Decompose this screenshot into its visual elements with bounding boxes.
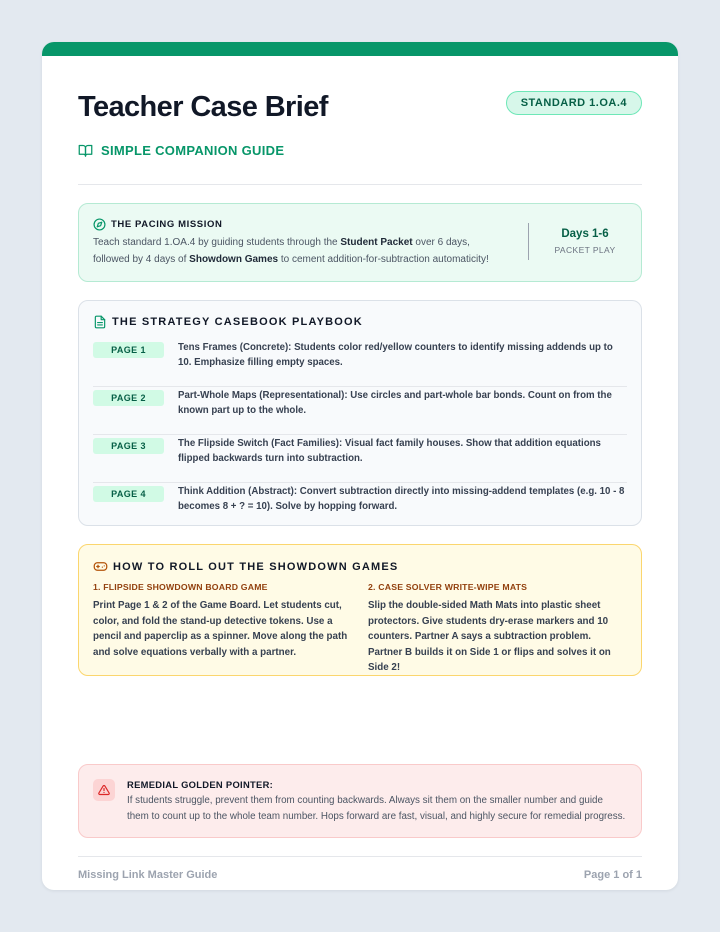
- showdown-games-panel: [78, 544, 642, 676]
- mission-text-part3: to cement addition-for-subtraction automaticity!: [278, 253, 489, 265]
- subtitle-text: SIMPLE COMPANION GUIDE: [101, 143, 285, 158]
- game-column: [93, 582, 352, 676]
- remedial-text: If students struggle, prevent them from counting backwards. Always sit them on the smaller number and guide them to count up to the whole team number. Hops forward are fast, visual, and highly secure for remedial progress.: [127, 795, 626, 822]
- playbook-step: [93, 387, 627, 435]
- game-description: Slip the double-sided Math Mats into plastic sheet protectors. Give students dry-erase markers and 10 counters. Partner A says a subtraction problem. Partner B builds it on Side 1 or flips and solves it on Side 2!: [368, 600, 611, 673]
- alert-triangle-icon: [98, 784, 110, 796]
- book-open-icon: [78, 143, 93, 158]
- strategy-playbook-panel: [78, 300, 642, 526]
- playbook-step: [93, 339, 627, 387]
- mission-days: Days 1-6: [561, 228, 609, 240]
- mission-text-bold2: Showdown Games: [189, 253, 279, 265]
- step-description: Think Addition (Abstract): Convert subtraction directly into missing-addend templates (e.g. 10 - 8 becomes 8 + ? = 10). Solve by hopping forward.: [178, 486, 625, 512]
- standard-badge: STANDARD 1.OA.4: [506, 91, 642, 115]
- step-description: The Flipside Switch (Fact Families): Visual fact family houses. Show that addition equations flipped backwards turn into subtraction.: [178, 438, 601, 464]
- mission-text-part1: Teach standard 1.OA.4 by guiding students through the: [93, 237, 341, 248]
- footer-divider: [78, 856, 642, 857]
- mission-heading: [93, 218, 222, 231]
- showdown-heading-text: HOW TO ROLL OUT THE SHOWDOWN GAMES: [113, 560, 399, 573]
- gamepad-icon: [93, 559, 108, 574]
- mission-days-label: PACKET PLAY: [554, 245, 616, 255]
- page-title: Teacher Case Brief: [78, 91, 328, 123]
- mission-heading-text: THE PACING MISSION: [111, 219, 223, 230]
- step-description: Part-Whole Maps (Representational): Use circles and part-whole bar bonds. Count on from the known part up to the whole.: [178, 390, 612, 416]
- playbook-heading-text: THE STRATEGY CASEBOOK PLAYBOOK: [112, 316, 363, 328]
- warning-badge: [93, 779, 115, 801]
- compass-icon: [93, 218, 106, 231]
- playbook-step: [93, 435, 627, 483]
- mission-text-part2: over 6 days, followed by 4 days of: [93, 237, 470, 265]
- page-badge: PAGE 2: [93, 390, 164, 406]
- games-columns: [93, 582, 627, 676]
- footer-page-number: Page 1 of 1: [583, 869, 642, 881]
- game-column: [368, 582, 627, 676]
- pacing-mission-panel: [78, 203, 642, 282]
- top-accent-bar: [42, 42, 678, 56]
- case-brief-card: [42, 42, 678, 890]
- playbook-step: [93, 483, 627, 531]
- page-badge: PAGE 3: [93, 438, 164, 454]
- playbook-heading: [93, 315, 363, 329]
- game-title: 1. FLIPSIDE SHOWDOWN BOARD GAME: [93, 582, 268, 592]
- step-description: Tens Frames (Concrete): Students color red/yellow counters to identify missing addends up to 10. Emphasize filling empty spaces.: [178, 342, 613, 368]
- game-description: Print Page 1 & 2 of the Game Board. Let students cut, color, and fold the stand-up detective tokens. Use a pencil and paperclip as a spinner. Move along the path and solve equations verbally with a partner.: [93, 600, 348, 658]
- mission-text-bold1: Student Packet: [340, 237, 413, 248]
- header-divider: [78, 184, 642, 185]
- file-text-icon: [93, 315, 107, 329]
- showdown-heading: [93, 559, 398, 574]
- footer-guide-name: Missing Link Master Guide: [78, 869, 218, 881]
- page-badge: PAGE 1: [93, 342, 164, 358]
- page-badge: PAGE 4: [93, 486, 164, 502]
- remedial-title: REMEDIAL GOLDEN POINTER:: [127, 779, 274, 790]
- subtitle: [78, 143, 284, 158]
- playbook-steps: [93, 339, 627, 531]
- mission-text: [93, 235, 493, 268]
- remedial-pointer-panel: [78, 764, 642, 838]
- game-title: 2. CASE SOLVER WRITE-WIPE MATS: [368, 582, 528, 592]
